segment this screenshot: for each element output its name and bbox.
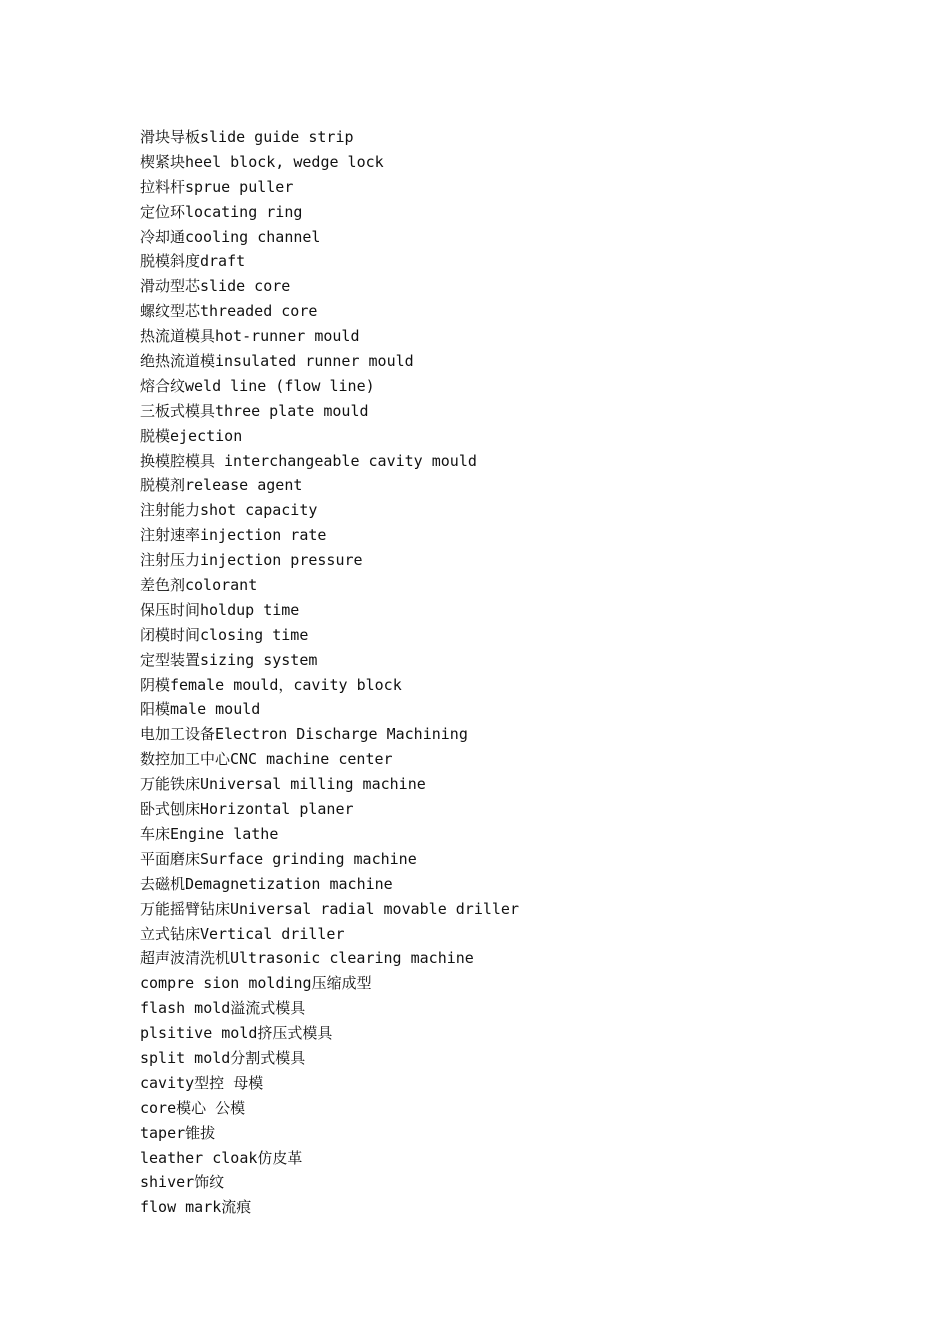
glossary-entry: 滑块导板slide guide strip [140, 128, 354, 146]
glossary-entry: plsitive mold挤压式模具 [140, 1024, 333, 1043]
glossary-entry: 保压时间holdup time [140, 600, 300, 619]
glossary-entry: 冷却通cooling channel [140, 227, 321, 246]
glossary-entry: core模心 公模 [140, 1098, 246, 1117]
glossary-entry: 热流道模具hot-runner mould [140, 327, 360, 346]
glossary-entry: leather cloak仿皮革 [140, 1148, 303, 1167]
glossary-entry: split mold分割式模具 [140, 1048, 306, 1067]
glossary-list [140, 125, 519, 1220]
glossary-entry: flow mark流痕 [140, 1198, 252, 1217]
glossary-entry: flash mold溢流式模具 [140, 999, 306, 1018]
glossary-entry: 三板式模具three plate mould [140, 401, 369, 420]
glossary-entry: 楔紧块heel block, wedge lock [140, 152, 384, 171]
glossary-entry: 差色剂colorant [140, 576, 258, 595]
glossary-entry: 脱模斜度draft [140, 252, 246, 271]
glossary-entry: 熔合纹weld line (flow line) [140, 376, 375, 395]
glossary-entry: 立式钻床Vertical driller [140, 924, 345, 943]
glossary-entry: 万能铁床Universal milling machine [140, 775, 426, 794]
glossary-entry: 超声波清洗机Ultrasonic clearing machine [140, 949, 474, 968]
glossary-entry: 注射压力injection pressure [140, 551, 363, 570]
glossary-entry: 定位环locating ring [140, 202, 303, 221]
glossary-entry: 脱模ejection [140, 426, 243, 445]
glossary-entry: 平面磨床Surface grinding machine [140, 849, 417, 868]
glossary-entry: 绝热流道模insulated runner mould [140, 352, 414, 371]
glossary-entry: 数控加工中心CNC machine center [140, 750, 393, 769]
glossary-entry: 注射能力shot capacity [140, 501, 318, 520]
glossary-entry: 万能摇臂钻床Universal radial movable driller [140, 899, 519, 918]
glossary-entry: 脱模剂release agent [140, 476, 303, 495]
glossary-entry: 卧式刨床Horizontal planer [140, 800, 354, 819]
glossary-entry: 车床Engine lathe [140, 824, 279, 843]
glossary-entry: shiver饰纹 [140, 1173, 225, 1192]
glossary-entry: 拉料杆sprue puller [140, 177, 294, 196]
glossary-entry: 去磁机Demagnetization machine [140, 874, 393, 893]
glossary-entry: cavity型控 母模 [140, 1073, 264, 1092]
glossary-entry: 闭模时间closing time [140, 625, 309, 644]
glossary-entry: 螺纹型芯threaded core [140, 302, 318, 321]
glossary-entry: 换模腔模具 interchangeable cavity mould [140, 451, 477, 470]
glossary-entry: 滑动型芯slide core [140, 277, 291, 296]
glossary-entry: 阳模male mould [140, 700, 261, 719]
glossary-entry: 注射速率injection rate [140, 526, 327, 545]
glossary-entry: 电加工设备Electron Discharge Machining [140, 725, 468, 744]
glossary-entry: 阴模female mould，cavity block [140, 675, 402, 694]
glossary-entry: 定型装置sizing system [140, 650, 318, 669]
glossary-entry: taper锥拔 [140, 1123, 216, 1142]
glossary-entry: compre sion molding压缩成型 [140, 974, 372, 993]
